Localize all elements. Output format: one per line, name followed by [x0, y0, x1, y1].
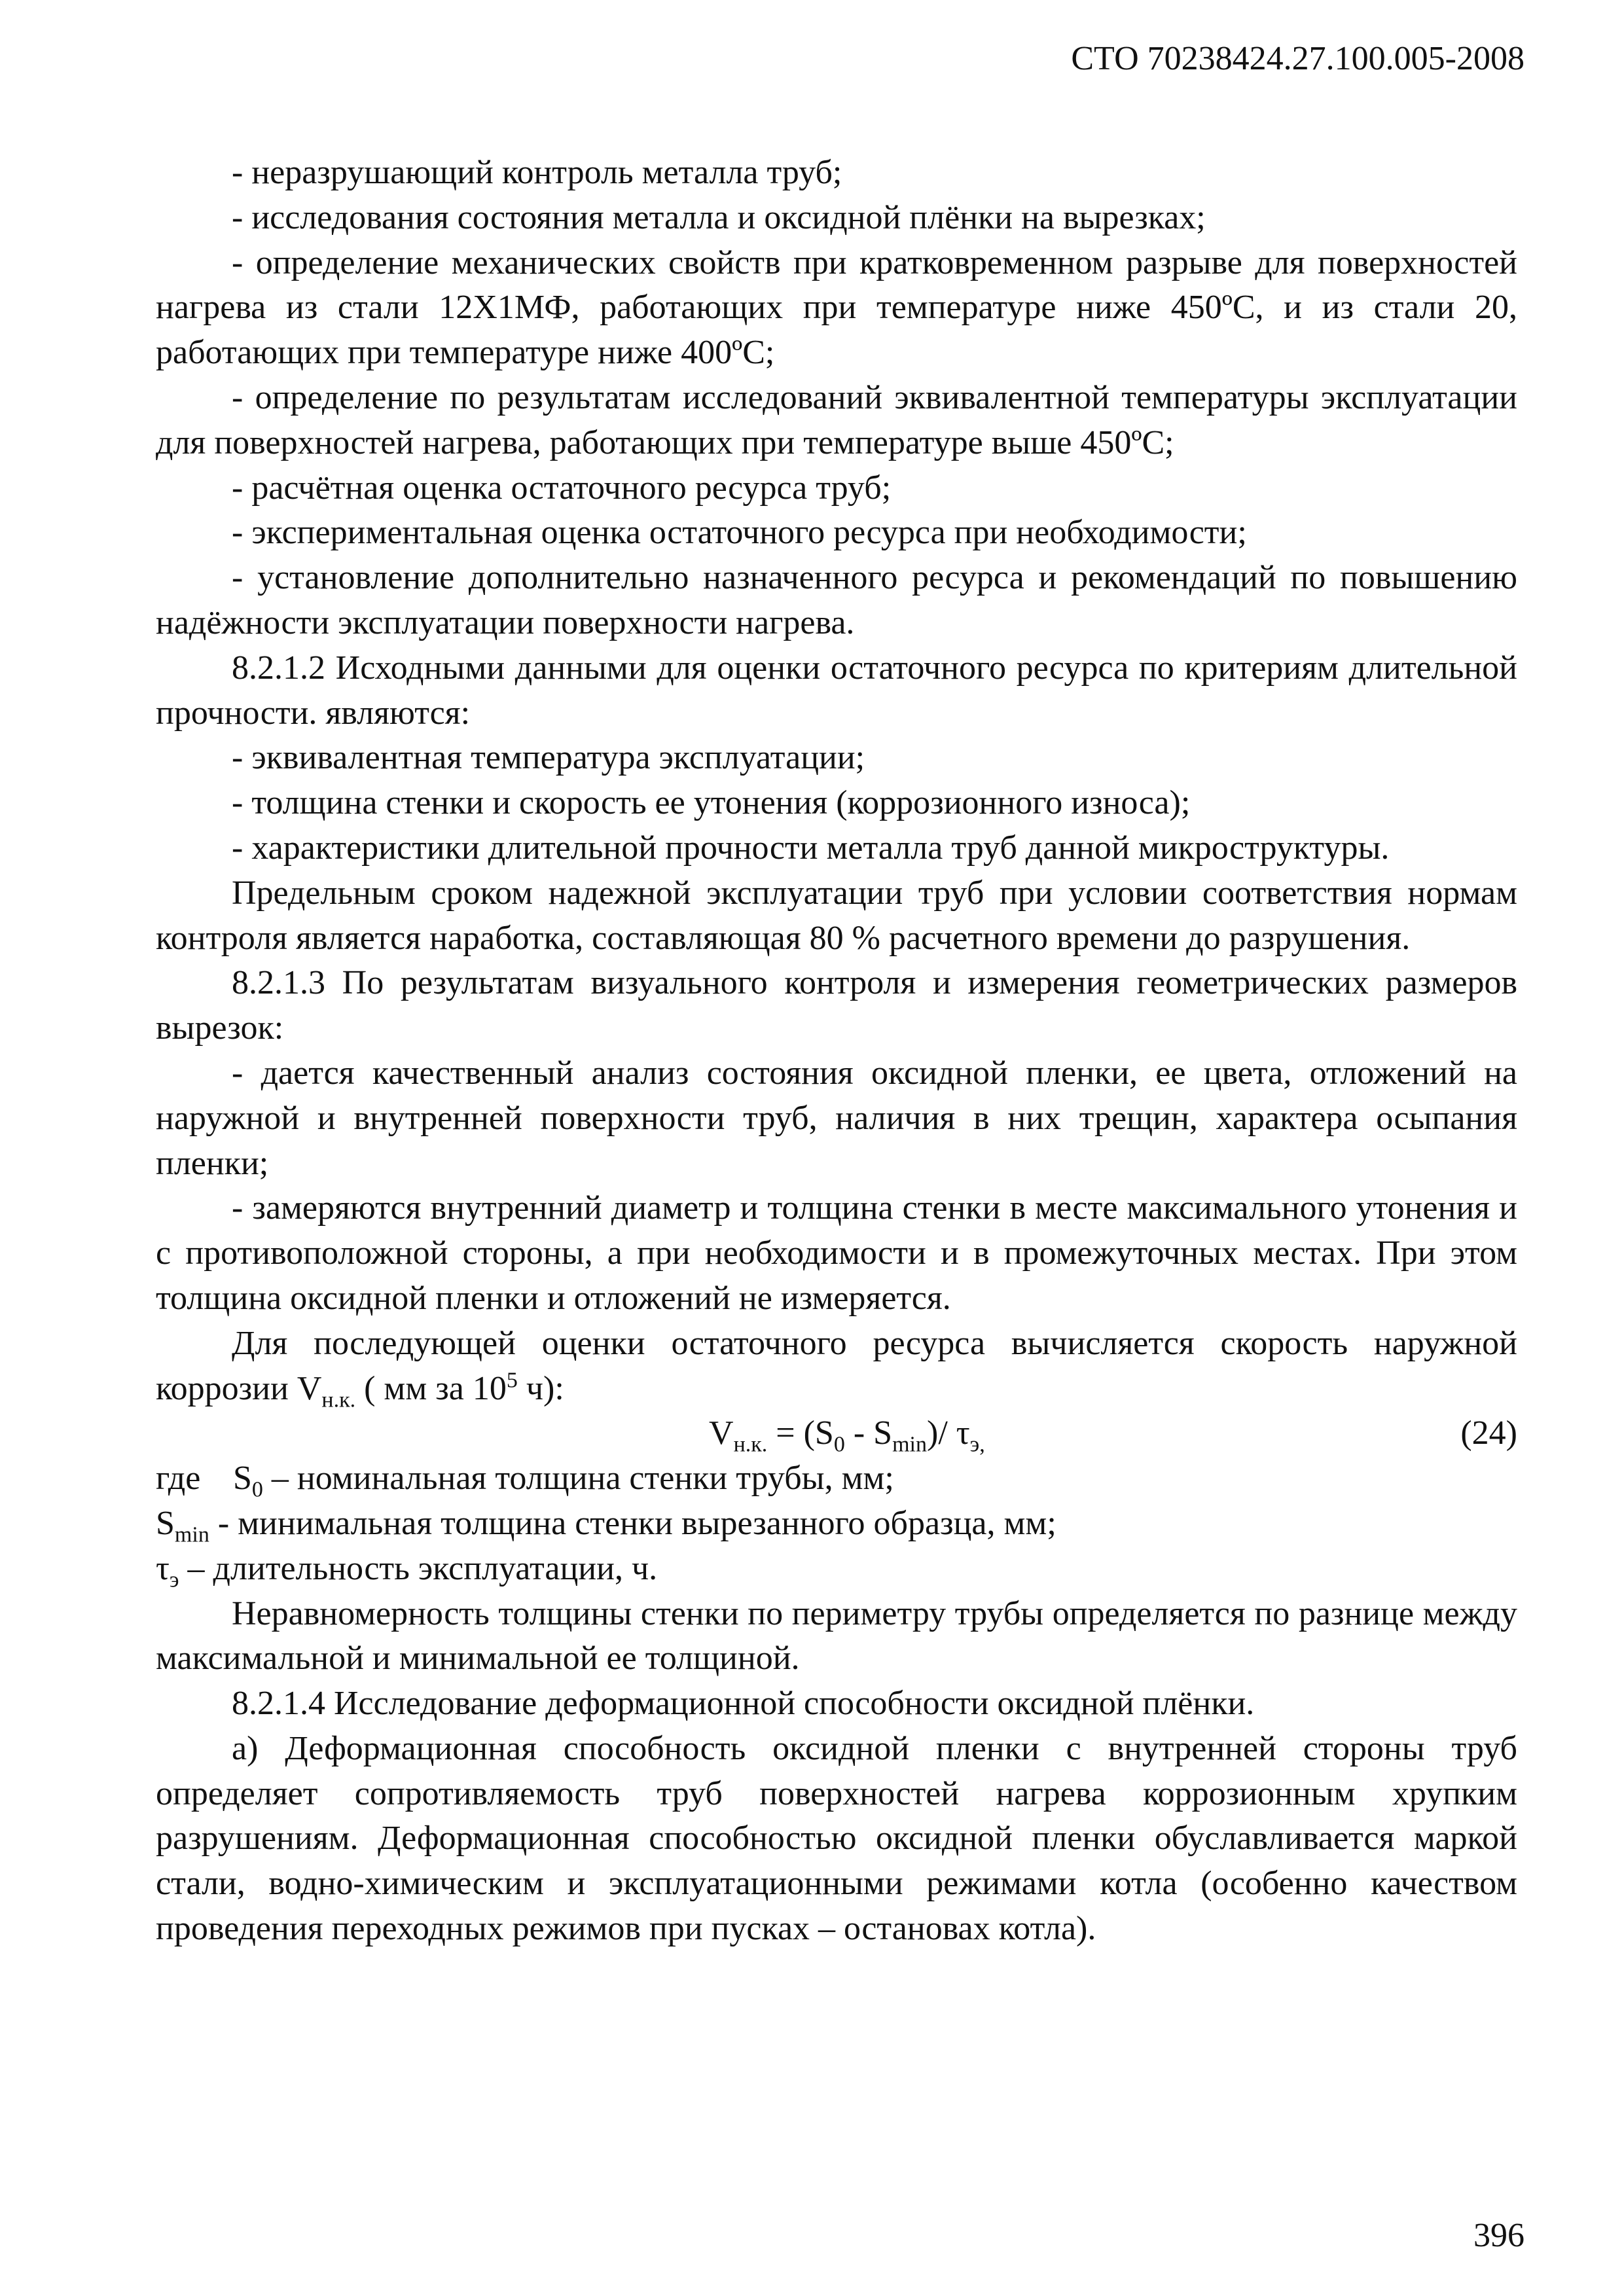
- formula-expression: $V_{н.к.} = (S_0 - S_{min})/$ $\tau_{э,}$: [709, 1414, 985, 1457]
- section-8-2-1-4-title: 8.2.1.4 Исследование деформационной способности оксидной плёнки.: [232, 1685, 1255, 1723]
- list-item: - эквивалентная температура эксплуатации;: [232, 739, 865, 777]
- document-body: [156, 151, 1517, 1952]
- list-item: - толщина стенки и скорость ее утонения (коррозионного износа);: [232, 784, 1191, 822]
- list-item: - неразрушающий контроль металла труб;: [232, 154, 842, 191]
- section-8-2-1-3-intro: 8.2.1.3 По результатам визуального контроля и измерения геометрических размеров вырезок:: [156, 964, 1517, 1047]
- list-item: - экспериментальная оценка остаточного ресурса при необходимости;: [232, 514, 1247, 552]
- formula-24: [156, 1411, 1517, 1456]
- list-item: - расчётная оценка остаточного ресурса труб;: [232, 469, 892, 507]
- paragraph-a: а) Деформационная способность оксидной пленки с внутренней стороны труб определяет сопротивляемость труб поверхностей нагрева коррозионным хрупким разрушениям. Деформационная способностью оксидной пленки обуславливается маркой стали, водно-химическим и эксплуатационными режимами котла (особенно качеством проведения переходных режимов при пусках – остановах котла).: [156, 1729, 1517, 1948]
- definition-smin: $S_{min}$ - минимальная толщина стенки вырезанного образца, мм;: [156, 1504, 1056, 1547]
- definition-s0: где $S_0$ – номинальная толщина стенки трубы, мм;: [156, 1456, 1517, 1501]
- list-item: - замеряются внутренний диаметр и толщина стенки в месте максимального утонения и с противоположной стороны, а при необходимости и в промежуточных местах. При этом толщина оксидной пленки и отложений не измеряется.: [156, 1189, 1517, 1317]
- page-number: 396: [1473, 2217, 1525, 2254]
- definition-tau: $\tau_э$ – длительность эксплуатации, ч.: [156, 1549, 658, 1592]
- formula-number: (24): [1460, 1414, 1517, 1452]
- list-item: - установление дополнительно назначенного ресурса и рекомендаций по повышению надёжности эксплуатации поверхности нагрева.: [156, 559, 1517, 641]
- list-item: - дается качественный анализ состояния оксидной пленки, ее цвета, отложений на наружной и внутренней поверхности труб, наличия в них трещин, характера осыпания пленки;: [156, 1054, 1517, 1182]
- list-item: - определение механических свойств при кратковременном разрыве для поверхностей нагрева из стали 12Х1МФ, работающих при температуре ниже 450ºС, и из стали 20, работающих при температуре ниже 400ºС;: [156, 243, 1517, 372]
- limit-paragraph: Предельным сроком надежной эксплуатации труб при условии соответствия нормам контроля является наработка, составляющая 80 % расчетного времени до разрушения.: [156, 874, 1517, 957]
- unevenness-paragraph: Неравномерность толщины стенки по периметру трубы определяется по разнице между максимальной и минимальной ее толщиной.: [156, 1594, 1517, 1677]
- section-8-2-1-2-intro: 8.2.1.2 Исходными данными для оценки остаточного ресурса по критериям длительной прочности. являются:: [156, 649, 1517, 732]
- list-item: - характеристики длительной прочности металла труб данной микроструктуры.: [232, 829, 1390, 867]
- corrosion-rate-paragraph: Для последующей оценки остаточного ресурса вычисляется скорость наружной коррозии $V_{н.к.}$ ( мм за $10^5$ ч):: [156, 1324, 1517, 1412]
- where-label: где: [156, 1460, 201, 1498]
- document-code-header: СТО 70238424.27.100.005-2008: [1071, 40, 1525, 77]
- list-item: - определение по результатам исследований эквивалентной температуры эксплуатации для поверхностей нагрева, работающих при температуре выше 450ºС;: [156, 378, 1517, 461]
- list-item: - исследования состояния металла и оксидной плёнки на вырезках;: [232, 198, 1206, 236]
